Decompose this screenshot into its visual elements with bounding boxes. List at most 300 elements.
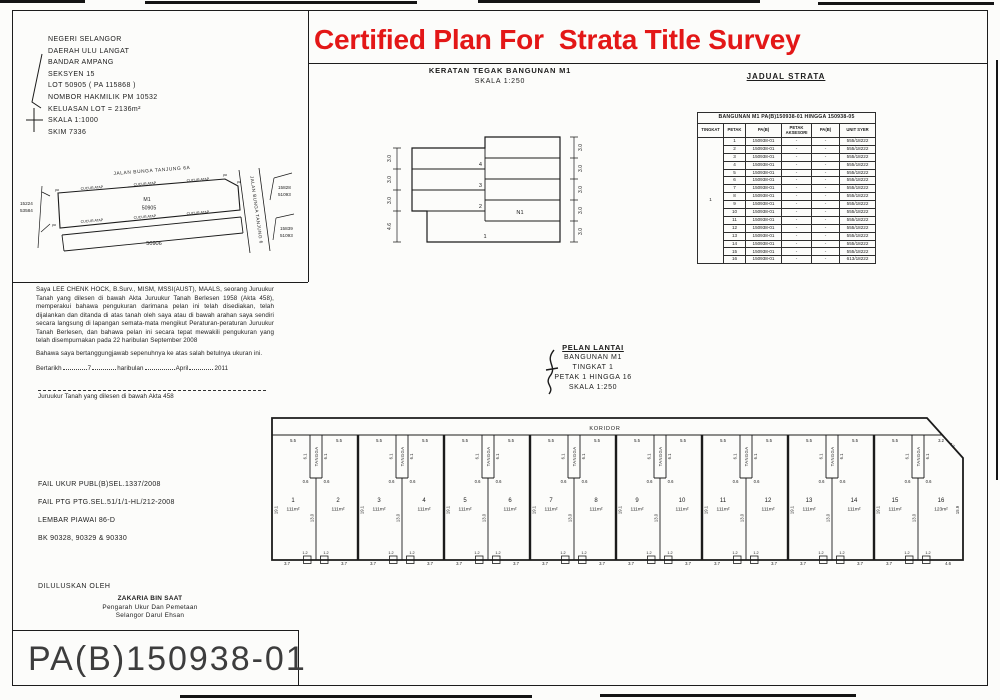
dim-label: 3.0 (387, 176, 393, 183)
unit-area: 111m² (888, 507, 902, 513)
cucur-atap-label: CUCUR ATAP (186, 210, 210, 216)
dim-label: 5.5 (806, 437, 812, 443)
table-cell: 150938-01 (746, 169, 782, 177)
table-cell: 150938-01 (746, 145, 782, 153)
dim-label: 5.5 (634, 437, 640, 443)
table-cell: 1 (724, 138, 746, 146)
table-cell: 5 (724, 169, 746, 177)
dim-label: 1.2 (753, 550, 759, 555)
table-row (698, 209, 876, 217)
dot-leader (92, 362, 116, 370)
surveyor-signature (540, 348, 564, 396)
section-title: KERATAN TEGAK BANGUNAN M1 (428, 66, 572, 75)
table-cell: 555/18222 (840, 185, 876, 193)
dim-label: 5.5 (422, 437, 428, 443)
dim-label: 3.7 (599, 560, 605, 566)
table-cell: 150938-01 (746, 232, 782, 240)
dim-label: 0.6 (388, 478, 395, 484)
dot-leader (189, 362, 213, 370)
table-cell: 555/18222 (840, 232, 876, 240)
lot-name: M1 (143, 197, 151, 203)
unit-area: 111m² (675, 507, 689, 513)
table-cell: - (812, 145, 840, 153)
dim-label: 3.7 (370, 560, 376, 566)
plan-number: PA(B)150938-01 (28, 640, 307, 678)
page-title: Certified Plan For Strata Title Survey (314, 24, 801, 55)
table-cell: 2 (724, 145, 746, 153)
table-cell: 3 (724, 153, 746, 161)
dim-label: 5.5 (594, 437, 600, 443)
dim-label: 19.1 (875, 505, 881, 515)
dim-label: 3.7 (771, 560, 777, 566)
table-row (698, 145, 876, 153)
floor-label: 3 (478, 183, 482, 189)
table-cell: - (782, 138, 812, 146)
table-cell: 555/18222 (840, 177, 876, 185)
table-row (698, 201, 876, 209)
table-cell: - (782, 240, 812, 248)
scan-mark (0, 0, 85, 3)
tingkat-cell: 1 (698, 138, 724, 264)
surveyor-declaration-2: Bahawa saya bertanggungjawab sepenuhnya ke atas salah betulnya ukuran ini. (36, 350, 263, 357)
table-cell: - (782, 161, 812, 169)
dim-label: 0.6 (495, 478, 502, 484)
dim-label: 0.6 (925, 478, 932, 484)
text-line: SKALA 1:250 (568, 384, 618, 391)
dim-label: 6.1 (560, 453, 566, 460)
dim-label: 0.6 (302, 478, 309, 484)
text-line: PELAN LANTAI (562, 343, 624, 352)
dim-label: 5.5 (508, 437, 514, 443)
dim-label: 19.1 (789, 505, 795, 515)
scan-mark (818, 2, 994, 5)
dim-label: 0.6 (646, 478, 653, 484)
table-cell: - (782, 153, 812, 161)
dim-label: 1.2 (667, 550, 673, 555)
table-cell: 150938-01 (746, 193, 782, 201)
text-line: TINGKAT 1 (572, 364, 614, 371)
dim-label: 1.2 (581, 550, 587, 555)
dim-label: 0.6 (474, 478, 481, 484)
dim-label: 1.2 (302, 550, 308, 555)
table-cell: 150938-01 (746, 201, 782, 209)
approver-name: ZAKARIA BIN SAAT (117, 595, 183, 602)
unit-number: 7 (549, 498, 553, 504)
table-cell: - (812, 240, 840, 248)
table-cell: 150938-01 (746, 138, 782, 146)
dim-label: 1.2 (323, 550, 329, 555)
dim-label: 1.2 (925, 550, 931, 555)
tangga-label: TANGGA (399, 446, 405, 467)
approver-region: Selangor Darul Ehsan (115, 612, 185, 619)
table-cell: 555/18222 (840, 193, 876, 201)
column-header: UNIT SYER (840, 124, 876, 138)
floor-label: 2 (478, 204, 482, 210)
dim-label: 1.2 (560, 550, 566, 555)
signature-caption: Juruukur Tanah yang dilesen di bawah Akta 458 (38, 393, 174, 400)
dim-label: 13.0 (567, 513, 573, 523)
dim-label: 6.1 (580, 453, 586, 460)
table-cell: 10 (724, 209, 746, 217)
table-cell: 555/18222 (840, 169, 876, 177)
jadual-title: JADUAL STRATA (746, 72, 826, 81)
column-header: PETAK AKSESORI (782, 124, 812, 138)
tangga-label: TANGGA (743, 446, 749, 467)
table-cell: 555/18222 (840, 224, 876, 232)
date-line (36, 362, 274, 374)
lot-info-block (48, 34, 288, 138)
right-lot-sub: 51093 (280, 233, 293, 238)
table-cell: - (782, 248, 812, 256)
leader-bracket (26, 32, 48, 132)
dim-label: 3.7 (513, 560, 519, 566)
dim-label: 0.6 (818, 478, 825, 484)
table-cell: - (812, 153, 840, 161)
unit-number: 10 (678, 498, 686, 504)
table-cell: - (812, 256, 840, 264)
table-cell: 12 (724, 224, 746, 232)
date-year: 2011 (214, 365, 229, 372)
strata-schedule-table (697, 112, 876, 264)
table-row (698, 240, 876, 248)
unit-number: 8 (594, 498, 598, 504)
signature-line (38, 390, 266, 391)
dim-label: 6.1 (474, 453, 480, 460)
dim-label: 13.0 (309, 513, 315, 523)
dim-label: 1.2 (732, 550, 738, 555)
table-row (698, 177, 876, 185)
dim-label: 4.6 (387, 223, 393, 230)
table-cell: - (782, 232, 812, 240)
unit-area: 111m² (286, 507, 300, 513)
text-line: LEMBAR PIAWAI 86-D (38, 517, 116, 524)
road-label-right: JALAN BUNGA TANJUNG 6 (249, 175, 264, 245)
table-row (698, 193, 876, 201)
divider-vertical (308, 10, 309, 282)
unit-number: 16 (937, 498, 945, 504)
cucur-atap-label: CUCUR ATAP (80, 218, 104, 224)
unit-area: 111m² (544, 507, 558, 513)
dim-label: 13.0 (653, 513, 659, 523)
dim-label: 19.1 (617, 505, 623, 515)
dim-label: 0.6 (409, 478, 416, 484)
right-lot-no: 15839 (280, 226, 293, 231)
cucur-atap-label: CUCUR ATAP (80, 185, 104, 191)
table-cell: 15 (724, 248, 746, 256)
scan-mark (180, 695, 532, 698)
table-cell: 7 (724, 185, 746, 193)
unit-number: 9 (635, 498, 639, 504)
table-cell: 150938-01 (746, 256, 782, 264)
dim-label: 3.7 (685, 560, 691, 566)
unit-number: 13 (805, 498, 813, 504)
table-row (698, 153, 876, 161)
lot-number: 50905 (141, 205, 157, 212)
floor-label: 1 (483, 234, 487, 240)
tangga-label: TANGGA (829, 446, 835, 467)
dim-label: 0.6 (560, 478, 567, 484)
dim-label: 6.1 (904, 453, 910, 460)
cucur-atap-label: CUCUR ATAP (133, 181, 157, 187)
table-cell: - (812, 193, 840, 201)
table-cell: 9 (724, 201, 746, 209)
table-row (698, 248, 876, 256)
table-cell: - (782, 224, 812, 232)
text-line: KELUASAN LOT = 2136m² (48, 105, 141, 113)
site-plan (12, 148, 308, 282)
unit-number: 15 (891, 498, 899, 504)
dim-label: 6.1 (838, 453, 844, 460)
dim-label: 6.1 (732, 453, 738, 460)
dim-label: 3.0 (578, 165, 584, 172)
table-cell: 555/18222 (840, 153, 876, 161)
floor-plan-diagram (265, 410, 975, 588)
table-row (698, 224, 876, 232)
table-cell: - (812, 216, 840, 224)
table-cell: 150938-01 (746, 185, 782, 193)
jadual-band: BANGUNAN M1 PA(B)150938-01 HINGGA 150938-05 (698, 113, 876, 124)
dim-label: 0.6 (839, 478, 846, 484)
column-header: PETAK (724, 124, 746, 138)
unit-area: 111m² (372, 507, 386, 513)
file-references (38, 476, 278, 548)
table-cell: 150938-01 (746, 248, 782, 256)
table-cell: 150938-01 (746, 216, 782, 224)
section-scale: SKALA 1:250 (474, 78, 526, 85)
date-day: 7 (87, 365, 92, 372)
tangga-label: TANGGA (571, 446, 577, 467)
dim-label: 6.1 (646, 453, 652, 460)
divider-left-panel (12, 282, 308, 283)
date-month: April (175, 365, 189, 372)
unit-area: 111m² (503, 507, 517, 513)
dim-label: 0.6 (753, 478, 760, 484)
column-header: PA(B) (746, 124, 782, 138)
dim-label: 5.5 (462, 437, 468, 443)
cucur-atap-label: CUCUR ATAP (133, 214, 157, 220)
dim-label: 3.7 (857, 560, 863, 566)
dim-label: 3.7 (284, 560, 290, 566)
dim-label: 1.2 (388, 550, 394, 555)
table-cell: - (782, 256, 812, 264)
dim-label: 0.6 (667, 478, 674, 484)
dim-label: 3.7 (886, 560, 892, 566)
approver-role: Pengarah Ukur Dan Pemetaan (102, 604, 198, 611)
dim-label: 3.0 (387, 155, 393, 162)
lot-below-number: 50906 (146, 241, 162, 247)
table-cell: - (782, 169, 812, 177)
dim-label: 0.6 (904, 478, 911, 484)
unit-number: 14 (850, 498, 858, 504)
table-row (698, 138, 876, 146)
dim-label: 19.1 (445, 505, 451, 515)
text-line: BK 90328, 90329 & 90330 (38, 535, 128, 542)
table-cell: 150938-01 (746, 161, 782, 169)
dim-label: 0.6 (323, 478, 330, 484)
unit-area: 111m² (847, 507, 861, 513)
text-line: NOMBOR HAKMILIK PM 10532 (48, 93, 158, 101)
dim-label: 5.5 (766, 437, 772, 443)
dim-label: 6.1 (322, 453, 328, 460)
unit-number: 2 (336, 498, 340, 504)
unit-number: 6 (508, 498, 512, 504)
dim-label: 3.7 (628, 560, 634, 566)
dim-label: 1.2 (839, 550, 845, 555)
table-row (698, 169, 876, 177)
scan-mark (996, 60, 998, 480)
table-row (698, 232, 876, 240)
section-unit-label: N1 (516, 210, 524, 216)
building-section-diagram (378, 125, 608, 260)
table-cell: 555/18222 (840, 145, 876, 153)
unit-area: 111m² (761, 507, 775, 513)
dim-label: 6.1 (666, 453, 672, 460)
dim-label: 19.1 (703, 505, 709, 515)
dim-label: 6.1 (408, 453, 414, 460)
dim-label: 1.2 (409, 550, 415, 555)
text-line: LOT 50905 ( PA 115868 ) (48, 82, 136, 90)
dim-label: 13.0 (825, 513, 831, 523)
dim-label: 6.1 (818, 453, 824, 460)
dim-label: 15.9 (955, 505, 961, 515)
road-label-top: JALAN BUNGA TANJUNG 6A (113, 165, 191, 178)
column-header: TINGKAT (698, 124, 724, 138)
jadual-column-headers (698, 124, 876, 138)
dim-label: 5.5 (680, 437, 686, 443)
dim-label: 1.2 (474, 550, 480, 555)
tangga-label: TANGGA (313, 446, 319, 467)
table-cell: - (812, 185, 840, 193)
scan-mark (600, 694, 856, 697)
dim-label: 5.5 (336, 437, 342, 443)
table-cell: 6 (724, 177, 746, 185)
dot-leader (63, 362, 87, 370)
text-line: DAERAH ULU LANGAT (48, 47, 130, 55)
pa-marker: pa (237, 180, 241, 184)
dim-label: 4.6 (945, 560, 951, 566)
divider-title (308, 63, 987, 64)
unit-area: 123m² (934, 507, 948, 513)
unit-area: 111m² (589, 507, 603, 513)
table-cell: 8 (724, 193, 746, 201)
unit-area: 111m² (417, 507, 431, 513)
table-cell: - (812, 169, 840, 177)
dim-label: 0.6 (581, 478, 588, 484)
right-lot-no: 15828 (278, 185, 291, 190)
tangga-label: TANGGA (915, 446, 921, 467)
dim-label: 3.7 (341, 560, 347, 566)
dim-label: 3.0 (578, 228, 584, 235)
dim-label: 5.5 (376, 437, 382, 443)
dim-label: 5.5 (720, 437, 726, 443)
floor-label: 4 (478, 162, 482, 168)
table-cell: - (812, 201, 840, 209)
table-cell: - (812, 138, 840, 146)
unit-area: 111m² (458, 507, 472, 513)
text-line: PETAK 1 HINGGA 16 (554, 374, 632, 381)
unit-number: 3 (377, 498, 381, 504)
dim-label: 4.3 (948, 441, 956, 449)
text-line: BANGUNAN M1 (564, 354, 622, 361)
dim-label: 13.0 (481, 513, 487, 523)
pa-marker: pa (52, 223, 56, 227)
dim-label: 19.1 (273, 505, 279, 515)
dim-label: 3.7 (542, 560, 548, 566)
dim-label: 3.7 (456, 560, 462, 566)
table-cell: - (782, 177, 812, 185)
dim-label: 3.0 (578, 207, 584, 214)
dim-label: 19.1 (359, 505, 365, 515)
table-cell: 150938-01 (746, 224, 782, 232)
table-cell: - (782, 216, 812, 224)
table-cell: 150938-01 (746, 153, 782, 161)
plan-number-box-top (12, 630, 298, 631)
table-cell: 4 (724, 161, 746, 169)
table-cell: - (812, 224, 840, 232)
table-cell: 555/18222 (840, 216, 876, 224)
unit-number: 11 (719, 498, 727, 504)
dim-label: 13.0 (739, 513, 745, 523)
dim-label: 6.1 (388, 453, 394, 460)
right-lot-sub: 51093 (278, 192, 291, 197)
column-header: PA(B) (812, 124, 840, 138)
unit-area: 111m² (630, 507, 644, 513)
unit-number: 5 (463, 498, 467, 504)
table-cell: 150938-01 (746, 177, 782, 185)
table-cell: - (812, 209, 840, 217)
dim-label: 6.1 (924, 453, 930, 460)
unit-area: 111m² (716, 507, 730, 513)
dim-label: 3.7 (714, 560, 720, 566)
dim-label: 1.2 (818, 550, 824, 555)
dim-label: 3.7 (800, 560, 806, 566)
table-cell: - (812, 177, 840, 185)
table-cell: - (782, 201, 812, 209)
scan-mark (145, 1, 417, 4)
table-cell: - (812, 232, 840, 240)
dim-label: 13.0 (395, 513, 401, 523)
table-row (698, 256, 876, 264)
unit-number: 1 (291, 498, 295, 504)
dim-label: 5.5 (548, 437, 554, 443)
table-cell: - (782, 209, 812, 217)
table-cell: 150938-01 (746, 240, 782, 248)
tangga-label: TANGGA (485, 446, 491, 467)
surveyor-declaration: Saya LEE CHENK HOCK, B.Surv., MISM, MSSI(AUST), MAALS, seorang Juruukur Tanah yang dilesen di bawah Akta Juruukur Tanah Berlesen 1958 (Akta 458), memperakui bahawa pengukuran darimana pelan ini telah disediakan, telah dijalankan dan ditanda di atas tanah oleh saya atau di bawah arahan saya sendiri secara langsung di lapangan semata-mata mengikut Peraturan-peraturan Juruukur Tanah Berlesen, dan bahawa pelan ini secara tepat mewakili pengukuran yang telah disempurnakan pada 22 haribulan September 2008 (36, 286, 274, 345)
dot-leader (145, 362, 175, 370)
dim-label: 3.2 (938, 437, 944, 443)
koridor-label: KORIDOR (589, 426, 621, 432)
dim-label: 3.0 (578, 186, 584, 193)
dim-label: 1.2 (904, 550, 910, 555)
table-cell: 555/18222 (840, 201, 876, 209)
table-cell: - (782, 193, 812, 201)
table-cell: 613/18222 (840, 256, 876, 264)
table-cell: 11 (724, 216, 746, 224)
table-cell: 13 (724, 232, 746, 240)
dim-label: 5.5 (290, 437, 296, 443)
scan-mark (478, 0, 760, 3)
dim-label: 6.1 (302, 453, 308, 460)
dim-label: 3.7 (427, 560, 433, 566)
table-cell: 150938-01 (746, 209, 782, 217)
dim-label: 1.2 (495, 550, 501, 555)
table-row (698, 216, 876, 224)
table-cell: 16 (724, 256, 746, 264)
dim-label: 6.1 (752, 453, 758, 460)
text-line: SEKSYEN 15 (48, 70, 95, 78)
table-cell: - (782, 145, 812, 153)
